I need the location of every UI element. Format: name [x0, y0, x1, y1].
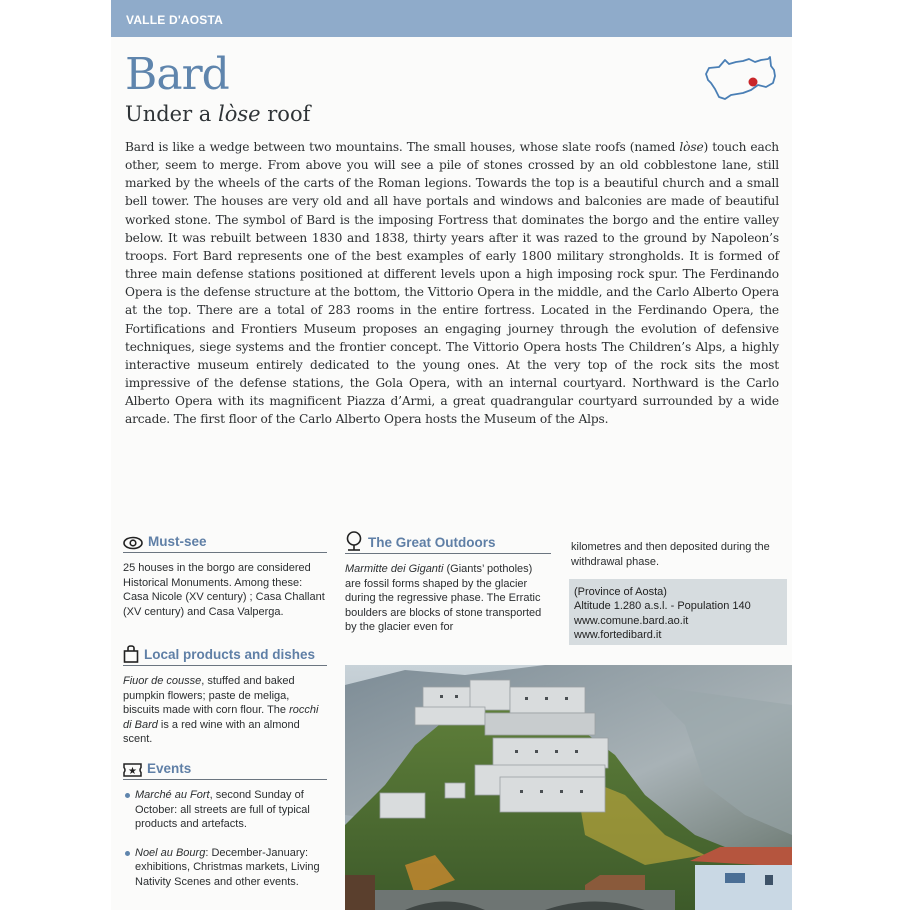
subtitle-suffix: roof [260, 102, 311, 126]
must-see-text: 25 houses in the borgo are considered Historical Monuments. Among these: Casa Nicole (XV century) ; Casa Challant (XV century) and Casa Valperga. [123, 562, 325, 618]
body-text-part: Bard is like a wedge between two mountains. The small houses, whose slate roofs (named [125, 140, 680, 154]
outdoors-title: The Great Outdoors [368, 535, 496, 550]
info-province: (Province of Aosta) [574, 586, 667, 598]
wine-name: rocchi di Bard [123, 704, 319, 731]
magazine-page [111, 0, 792, 910]
bullet-icon [125, 793, 130, 798]
subtitle-italic: lòse [218, 102, 261, 126]
region-label: VALLE D'AOSTA [126, 13, 224, 27]
outdoors-section [345, 531, 551, 635]
local-products-section [123, 643, 327, 747]
events-header [123, 757, 327, 780]
body-text-italic: lòse [679, 140, 704, 154]
events-list [123, 788, 327, 890]
bullet-icon [125, 851, 130, 856]
outdoors-text-part: (Giants’ potholes) are fossil forms shaped by the glacier during the regressive phase. The Erratic boulders are blocks of stone transported by the glacier even for [345, 563, 542, 634]
events-section [123, 757, 327, 904]
outdoors-continued [571, 540, 789, 569]
article-body [125, 138, 779, 429]
event-description: : December-January: exhibitions, Christmas markets, Living Nativity Scenes and other events. [135, 846, 320, 888]
info-website-comune: www.comune.bard.ao.it [574, 614, 689, 627]
svg-text:★: ★ [128, 766, 137, 777]
local-products-text [123, 674, 327, 747]
region-map-icon [703, 52, 783, 108]
outdoors-continued-text: kilometres and then deposited during the withdrawal phase. [571, 541, 770, 568]
event-item [123, 788, 327, 832]
ticket-star-icon [123, 763, 142, 777]
local-products-text-part: is a red wine with an almond scent. [123, 718, 300, 746]
body-text-part: ) touch each other, seem to merge. From above you will see a pile of stones crossed by an old cobblestone lane, still marked by the wheels of the carts of the Roman legions. Towards the top is a beautiful church and a small bell tower. The houses are very old and all have portals and windows and balconies are made of beautiful worked stone. The symbol of Bard is the imposing Fortress that dominates the borgo and the entire valley below. It was rebuilt between 1830 and 1838, thirty years after it was razed to the ground by Napoleon’s troops. Fort Bard represents one of the best examples of early 1800 military strongholds. It is formed of three main defense stations positioned at different levels upon a high imposing rock spur. The Ferdinando Opera is the defense structure at the bottom, the Vittorio Opera in the middle, and the Carlo Alberto Opera at the top. There are a total of 283 rooms in the entire fortress. Located in the Ferdinando Opera, the Fortifications and Frontiers Museum proposes an engaging journey through the evolution of defensive techniques, siege systems and the frontier concept. The Vittorio Opera hosts The Children’s Alps, a highly interactive museum entirely dedicated to the young ones. At the very top of the rock sits the most impressive of the defense stations, the Gola Opera, with an internal courtyard. Northward is the Carlo Alberto Opera with its magnificent Piazza d’Armi, a great quadrangular courtyard surrounded by a wide arcade. The first floor of the Carlo Alberto Opera hosts the Museum of the Alps. [125, 140, 779, 427]
dish-name: Fiuor de cousse [123, 675, 202, 687]
event-item [123, 846, 327, 890]
landmark-name: Marmitte dei Giganti [345, 563, 444, 575]
local-products-text-part: , stuffed and baked pumpkin flowers; paste de meliga, biscuits made with corn flour. The [123, 675, 295, 717]
eye-icon [123, 536, 143, 550]
must-see-header [123, 530, 327, 553]
shopping-bag-icon [123, 645, 139, 663]
info-box [569, 579, 787, 645]
subtitle-prefix: Under a [125, 102, 219, 126]
info-altitude-population: Altitude 1.280 a.s.l. - Population 140 [574, 600, 751, 613]
tree-icon [345, 531, 363, 551]
page-subtitle [125, 101, 310, 127]
events-title: Events [147, 761, 192, 776]
must-see-title: Must-see [148, 534, 207, 549]
must-see-section [123, 530, 327, 619]
info-website-fort: www.fortedibard.it [574, 629, 662, 642]
local-products-title: Local products and dishes [144, 647, 316, 662]
event-name: Noel au Bourg [135, 846, 206, 859]
event-description: , second Sunday of October: all streets are full of typical products and artefacts. [135, 789, 310, 831]
local-products-header [123, 643, 327, 666]
outdoors-text [345, 562, 551, 635]
outdoors-header [345, 531, 551, 554]
fort-bard-photo [345, 665, 792, 910]
region-header-bar [111, 0, 792, 37]
page-title: Bard [125, 49, 229, 100]
event-name: Marché au Fort [135, 789, 210, 801]
